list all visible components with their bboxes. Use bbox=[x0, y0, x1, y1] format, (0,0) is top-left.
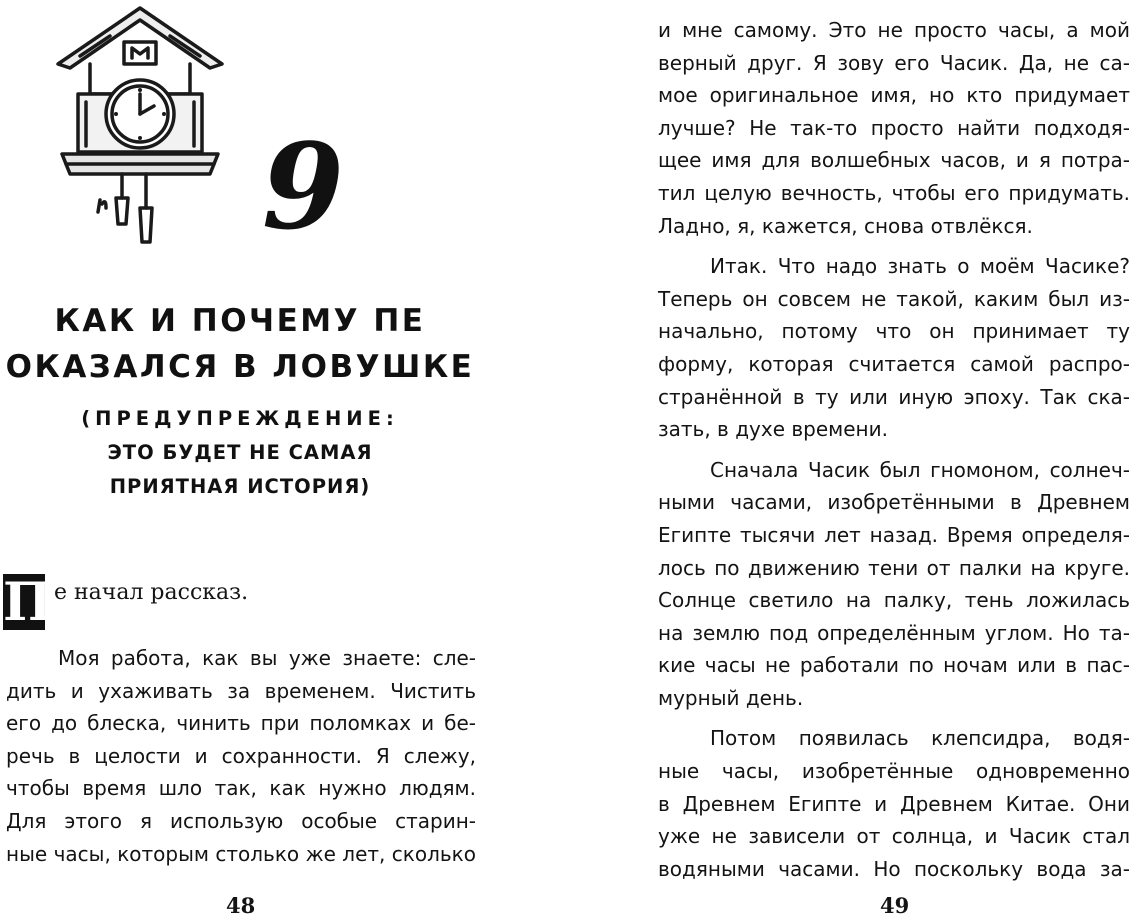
chapter-subtitle-line: ЭТО БУДЕТ НЕ САМАЯ bbox=[107, 441, 373, 464]
right-body-text bbox=[658, 14, 1130, 885]
left-body-text bbox=[6, 642, 476, 870]
text-line: странённой в ту или иную эпоху. Так ска- bbox=[658, 384, 1130, 409]
text-line: Теперь он совсем не такой, каким был из- bbox=[658, 286, 1130, 311]
text-line: форму, которая считается самой распро- bbox=[658, 351, 1130, 376]
text-line: Моя работа, как вы уже знаете: сле- bbox=[58, 646, 476, 670]
text-line: чтобы время шло так, как нужно людям. bbox=[6, 776, 476, 801]
left-page bbox=[0, 0, 560, 920]
text-line: верный друг. Я зову его Часик. Да, не са- bbox=[658, 50, 1130, 75]
text-line: кие часы не работали по ночам или в пас- bbox=[658, 653, 1130, 678]
text-line: Египте тысячи лет назад. Время определя- bbox=[658, 522, 1130, 547]
text-line: Для этого я использую особые старин- bbox=[6, 808, 476, 833]
text-line: ными часами, изобретёнными в Древнем bbox=[658, 490, 1130, 515]
text-line: на землю под определённым углом. Но та- bbox=[658, 620, 1130, 645]
cuckoo-clock-icon bbox=[50, 2, 230, 252]
text-line: лось по движению тени от палки на круге. bbox=[658, 555, 1130, 580]
text-line: водяными часами. Но поскольку вода за- bbox=[658, 856, 1130, 881]
text-line: ные часы, изобретённые одновременно bbox=[658, 759, 1130, 784]
text-line: и мне самому. Это не просто часы, а мой bbox=[658, 18, 1130, 42]
text-line: тил целую вечность, чтобы его придумать. bbox=[658, 180, 1130, 205]
drop-cap: П bbox=[3, 572, 53, 633]
right-page bbox=[562, 0, 1136, 920]
text-line: его до блеска, чинить при поломках и бе- bbox=[6, 711, 476, 736]
chapter-subtitle-line: (ПРЕДУПРЕЖДЕНИЕ: bbox=[81, 407, 399, 430]
chapter-subtitle bbox=[0, 402, 480, 504]
page-number: 49 bbox=[880, 893, 910, 918]
text-line: Итак. Что надо знать о моём Часике? bbox=[710, 254, 1130, 279]
text-line: щее имя для волшебных часов, и я потра- bbox=[658, 148, 1130, 173]
text-line: Ладно, я, кажется, снова отвлёкся. bbox=[658, 213, 1033, 238]
text-line: Потом появилась клепсидра, водя- bbox=[710, 726, 1130, 751]
text-line: дить и ухаживать за временем. Чистить bbox=[6, 678, 476, 703]
chapter-title-line: ОКАЗАЛСЯ В ЛОВУШКЕ bbox=[5, 349, 475, 385]
text-line: зать, в духе времени. bbox=[658, 417, 888, 442]
opening-text: е начал рассказ. bbox=[54, 580, 249, 605]
text-line: ные часы, которым столько же лет, сколько bbox=[6, 841, 476, 866]
text-line: Сначала Часик был гномоном, солнеч- bbox=[710, 457, 1130, 482]
text-line: уже не зависели от солнца, и Часик стал bbox=[658, 824, 1130, 849]
text-line: лучше? Не так-то просто найти подходя- bbox=[658, 115, 1130, 140]
chapter-title bbox=[0, 298, 480, 390]
text-line: Солнце светило на палку, тень ложилась bbox=[658, 588, 1130, 613]
text-line: мурный день. bbox=[658, 685, 804, 710]
text-line: в Древнем Египте и Древнем Китае. Они bbox=[658, 791, 1130, 816]
text-line: речь в целости и сохранности. Я слежу, bbox=[6, 743, 476, 768]
chapter-subtitle-line: ПРИЯТНАЯ ИСТОРИЯ) bbox=[109, 475, 371, 498]
page-number: 48 bbox=[226, 893, 256, 918]
text-line: мое оригинальное имя, но кто придумает bbox=[658, 83, 1130, 108]
chapter-number: 9 bbox=[262, 117, 345, 256]
chapter-title-line: КАК И ПОЧЕМУ ПЕ bbox=[54, 303, 426, 339]
text-line: начально, потому что он принимает ту bbox=[658, 319, 1130, 344]
